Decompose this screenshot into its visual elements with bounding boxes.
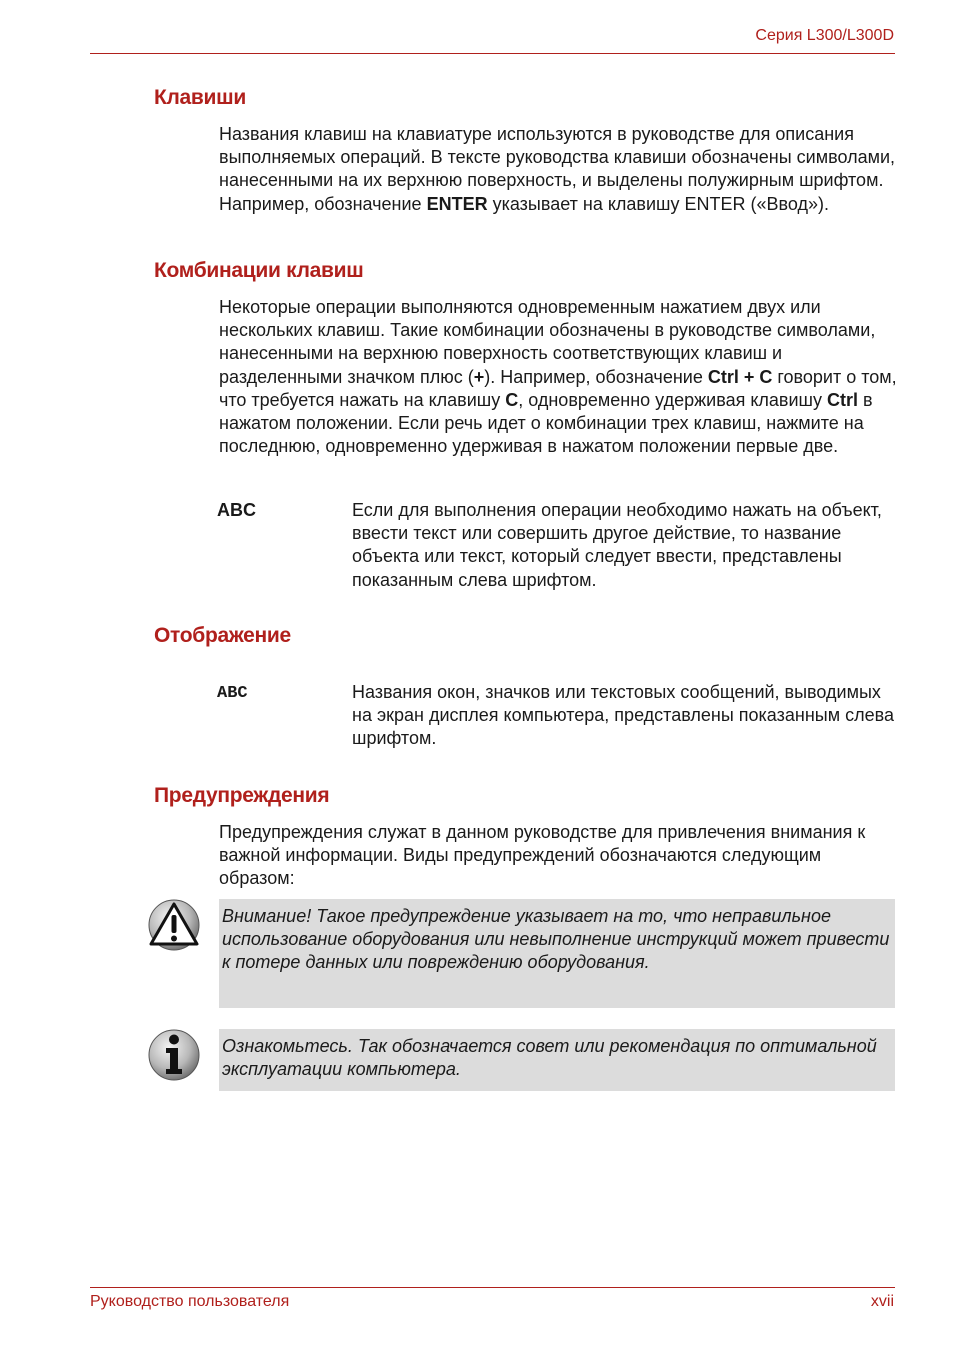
page-number: xvii <box>870 1293 894 1310</box>
caution-note-box: Внимание! Такое предупреждение указывает на то, что неправильное использование оборудования или невыполнение инструкций может привести к потере данных или повреждению оборудования. <box>219 899 895 1008</box>
info-note-box: Ознакомьтесь. Так обозначается совет или рекомендация по оптимальной эксплуатации компьютера. <box>219 1029 895 1091</box>
combo-term-abc: ABC <box>217 500 256 520</box>
header-rule <box>90 53 895 54</box>
section-title-keys: Клавиши <box>154 86 246 109</box>
running-header: Серия L300/L300D <box>755 27 894 44</box>
section-title-display: Отображение <box>154 624 291 647</box>
section-title-key-combinations: Комбинации клавиш <box>154 259 364 282</box>
warning-triangle-icon <box>147 898 201 952</box>
footer-title: Руководство пользователя <box>90 1293 290 1310</box>
display-term-definition: Названия окон, значков или текстовых сообщений, выводимых на экран дисплея компьютера, представлены показанным слева шрифтом. <box>352 682 894 749</box>
warnings-intro: Предупреждения служат в данном руководстве для привлечения внимания к важной информации. Виды предупреждений обозначаются следующим образом: <box>219 822 866 889</box>
key-combinations-paragraph: Некоторые операции выполняются одновременным нажатием двух или нескольких клавиш. Такие комбинации обозначены в руководстве символами, нанесенными на верхнюю поверхность соответствующих клавиш и разделенными значком плюс (+). Например, обозначение Ctrl + C говорит о том, что требуется нажать на клавишу C, одновременно удерживая клавишу Ctrl в нажатом положении. Если речь идет о комбинации трех клавиш, нажмите на последнюю, одновременно удерживая в нажатом положении первые две. <box>219 297 897 457</box>
display-term-abc: ABC <box>217 684 248 703</box>
section-title-warnings: Предупреждения <box>154 784 330 807</box>
keys-paragraph: Названия клавиш на клавиатуре используются в руководстве для описания выполняемых операций. В тексте руководства клавиши обозначены символами, нанесенными на их верхнюю поверхность, и выделены полужирным шрифтом. Например, обозначение ENTER указывает на клавишу ENTER («Ввод»). <box>219 124 896 214</box>
combo-term-definition: Если для выполнения операции необходимо нажать на объект, ввести текст или совершить другое действие, то название объекта или текст, который следует ввести, представлены показанным слева шрифтом. <box>352 500 882 590</box>
footer-rule <box>90 1287 895 1288</box>
info-icon <box>147 1028 201 1082</box>
